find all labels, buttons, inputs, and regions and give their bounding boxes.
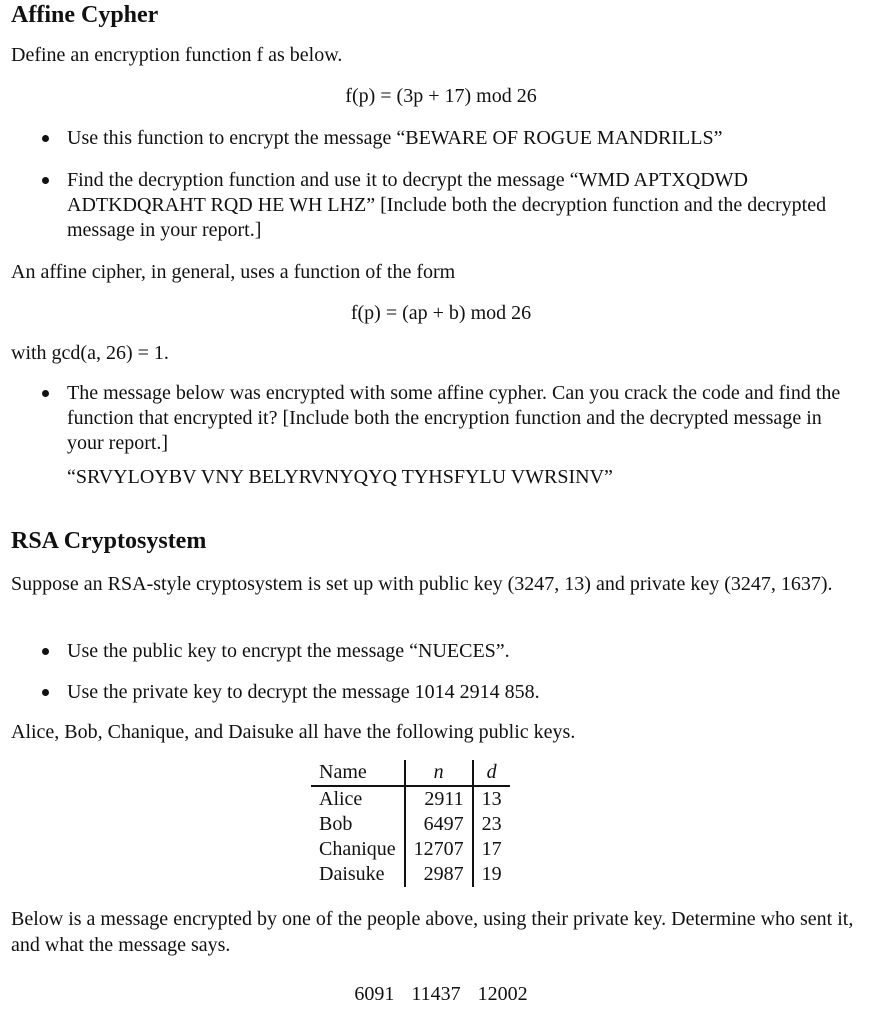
table-row [311, 862, 510, 887]
list-item [42, 126, 852, 152]
bullet-dot [42, 648, 49, 655]
list-item [42, 381, 852, 457]
gcd-condition: with gcd(a, 26) = 1. [11, 342, 169, 364]
list-item [42, 639, 852, 665]
header-d: d [473, 760, 510, 786]
affine-general-formula: f(p) = (ap + b) mod 26 [350, 302, 532, 324]
cipher-text: “SRVYLOYBV VNY BELYRVNYQYQ TYHSFYLU VWRSINV” [67, 466, 613, 488]
cell-d: 13 [481, 788, 502, 810]
rsa-heading: RSA Cryptosystem [11, 528, 207, 554]
bullet-text: Use this function to encrypt the message “BEWARE OF ROGUE MANDRILLS” [67, 127, 723, 149]
affine-formula: f(p) = (3p + 17) mod 26 [345, 85, 537, 107]
list-item [42, 168, 852, 244]
table-row [311, 786, 510, 812]
bullet-dot [42, 135, 49, 142]
bullet-text: Use the public key to encrypt the message “NUECES”. [67, 640, 510, 662]
rsa-intro: Suppose an RSA-style cryptosystem is set up with public key (3247, 13) and private key (3247, 1637). [11, 573, 833, 595]
header-name: Name [311, 760, 405, 786]
cell-d: 23 [481, 813, 502, 835]
bullet-text: The message below was encrypted with some affine cypher. Can you crack the code and find the function that encrypted it? [Include both the encryption function and the decrypted message in your report.] [67, 382, 841, 454]
affine-heading: Affine Cypher [11, 2, 159, 28]
cell-name: Daisuke [311, 862, 405, 887]
list-item [42, 680, 852, 706]
cell-n: 12707 [405, 837, 473, 862]
header-n: n [405, 760, 473, 786]
cell-n: 2987 [405, 862, 473, 887]
public-keys-table [311, 760, 510, 887]
cell-name: Bob [311, 812, 405, 837]
cell-name: Alice [311, 786, 405, 812]
cell-d: 19 [481, 863, 502, 885]
bullet-text: Find the decryption function and use it to decrypt the message “WMD APTXQDWD ADTKDQRAHT RQD HE WH LHZ” [Include both the decryption function and the decrypted message in your report.] [67, 169, 827, 241]
cell-name: Chanique [311, 837, 405, 862]
cell-n: 2911 [405, 786, 473, 812]
affine-intro: Define an encryption function f as below. [11, 44, 343, 66]
cell-n: 6497 [405, 812, 473, 837]
signed-message: 6091 11437 12002 [354, 983, 528, 1005]
table-row [311, 812, 510, 837]
bullet-text: Use the private key to decrypt the message 1014 2914 858. [67, 681, 540, 703]
cell-d: 17 [481, 838, 502, 860]
signed-message-intro: Below is a message encrypted by one of the people above, using their private key. Determine who sent it, and what the message says. [11, 908, 854, 956]
bullet-dot [42, 177, 49, 184]
bullet-dot [42, 390, 49, 397]
bullet-dot [42, 689, 49, 696]
table-header-row [311, 760, 510, 786]
affine-general-intro: An affine cipher, in general, uses a function of the form [11, 261, 456, 283]
table-row [311, 837, 510, 862]
keys-intro: Alice, Bob, Chanique, and Daisuke all have the following public keys. [11, 721, 576, 743]
